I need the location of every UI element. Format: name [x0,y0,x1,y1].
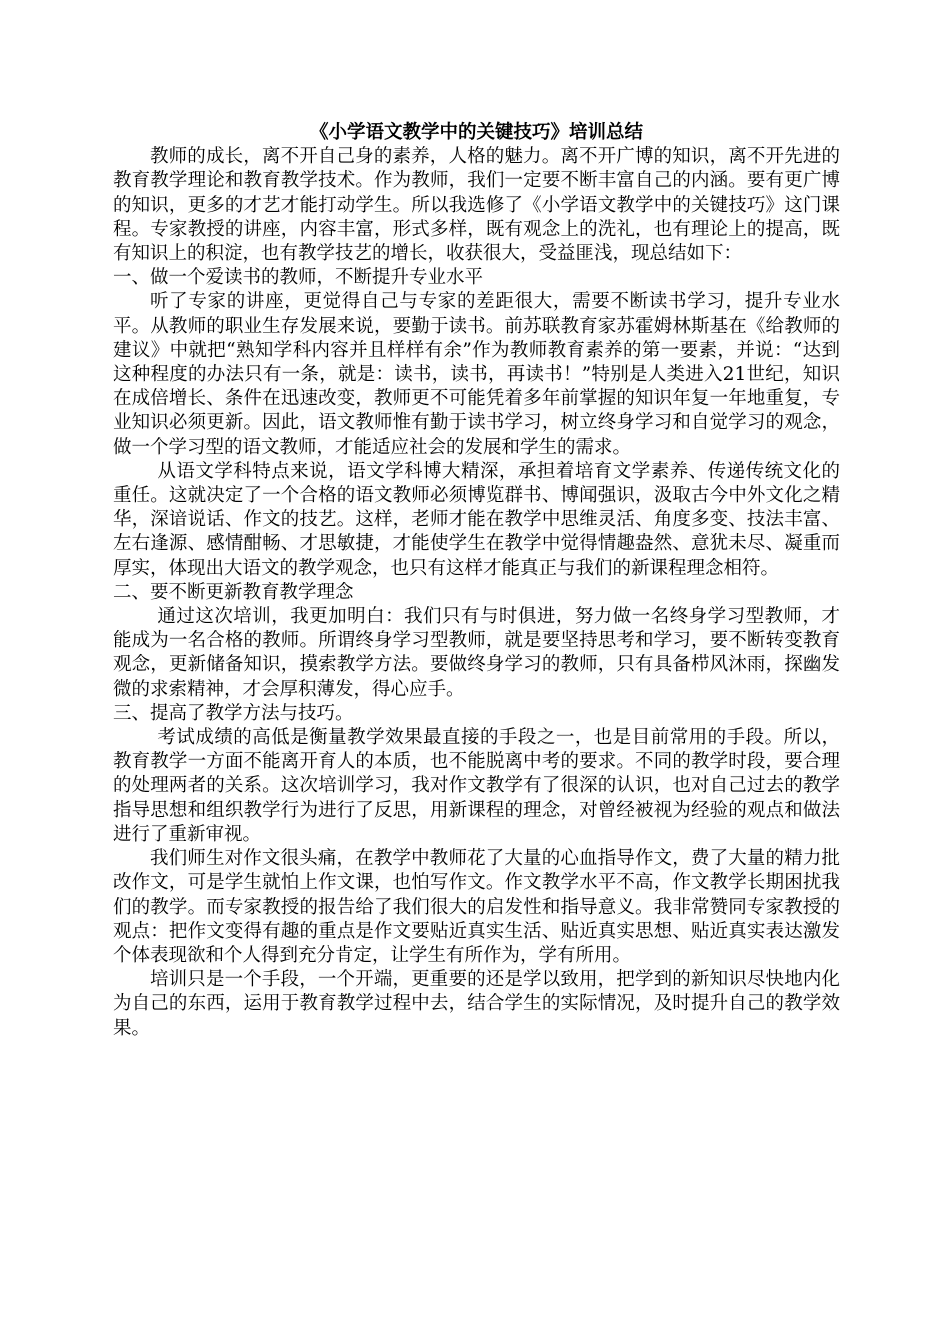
intro-paragraph: 教师的成长，离不开自己身的素养，人格的魅力。离不开广博的知识，离不开先进的教育教学理论和教育教学技术。作为教师，我们一定要不断丰富自己的内涵。要有更广博的知识，更多的才艺才能打动学生。所以我选修了《小学语文教学中的关键技巧》这门课程。专家教授的讲座，内容丰富，形式多样，既有观念上的洗礼，也有理论上的提高，既有知识上的积淀，也有教学技艺的增长，收获很大，受益匪浅，现总结如下： [113,146,840,265]
section-3-paragraph-2: 我们师生对作文很头痛，在教学中教师花了大量的心血指导作文，费了大量的精力批改作文，可是学生就怕上作文课，也怕写作文。作文教学水平不高，作文教学长期困扰我们的教学。而专家教授的报告给了我们很大的启发性和指导意义。我非常赞同专家教授的观点：把作文变得有趣的重点是作文要贴近真实生活、贴近真实思想、贴近真实表达激发个体表现欲和个人得到充分肯定，让学生有所作为，学有所用。 [113,848,840,966]
section-3-paragraph-1: 考试成绩的高低是衡量教学效果最直接的手段之一，也是目前常用的手段。所以，教育教学一方面不能离开育人的本质，也不能脱离中考的要求。不同的教学时段，要合理的处理两者的关系。这次培训学习，我对作文教学有了很深的认识，也对自己过去的教学指导思想和组织教学行为进行了反思，用新课程的理念，对曾经被视为经验的观点和做法进行了重新审视。 [113,727,840,845]
section-2-paragraph-1: 通过这次培训，我更加明白：我们只有与时俱进，努力做一名终身学习型教师，才能成为一名合格的教师。所谓终身学习型教师，就是要坚持思考和学习，要不断转变教育观念，更新储备知识，摸索教学方法。要做终身学习的教师，只有具备栉风沐雨，探幽发微的求索精神，才会厚积薄发，得心应手。 [113,606,840,700]
section-1-paragraph-1: 听了专家的讲座，更觉得自己与专家的差距很大，需要不断读书学习，提升专业水平。从教师的职业生存发展来说，要勤于读书。前苏联教育家苏霍姆林斯基在《给教师的建议》中就把“熟知学科内容并且样样有余”作为教师教育素养的第一要素，并说：“达到这种程度的办法只有一条，就是：读书，读书，再读书！”特别是人类进入21世纪，知识在成倍增长、条件在迅速改变，教师更不可能凭着多年前掌握的知识年复一年地重复，专业知识必须更新。因此，语文教师惟有勤于读书学习，树立终身学习和自觉学习的观念，做一个学习型的语文教师，才能适应社会的发展和学生的需求。 [113,291,840,458]
section-3-heading: 三、提高了教学方法与技巧。 [113,702,354,724]
section-1-paragraph-2: 从语文学科特点来说，语文学科博大精深，承担着培育文学素养、传递传统文化的重任。这就决定了一个合格的语文教师必须博览群书、博闻强识，汲取古今中外文化之精华，深谙说话、作文的技艺。这样，老师才能在教学中思维灵活、角度多变、技法丰富、左右逢源、感情酣畅、才思敏捷，才能使学生在教学中觉得情趣盎然、意犹未尽、凝重而厚实，体现出大语文的教学观念，也只有这样才能真正与我们的新课程理念相符。 [113,460,840,579]
document-title: 《小学语文教学中的关键技巧》培训总结 [309,122,643,143]
document-page [113,121,840,1041]
section-2-heading: 二、要不断更新教育教学理念 [113,581,354,603]
conclusion-paragraph: 培训只是一个手段，一个开端，更重要的还是学以致用，把学到的新知识尽快地内化为自己的东西，运用于教育教学过程中去，结合学生的实际情况，及时提升自己的教学效果。 [113,969,840,1039]
section-1-heading: 一、做一个爱读书的教师，不断提升专业水平 [113,267,484,289]
